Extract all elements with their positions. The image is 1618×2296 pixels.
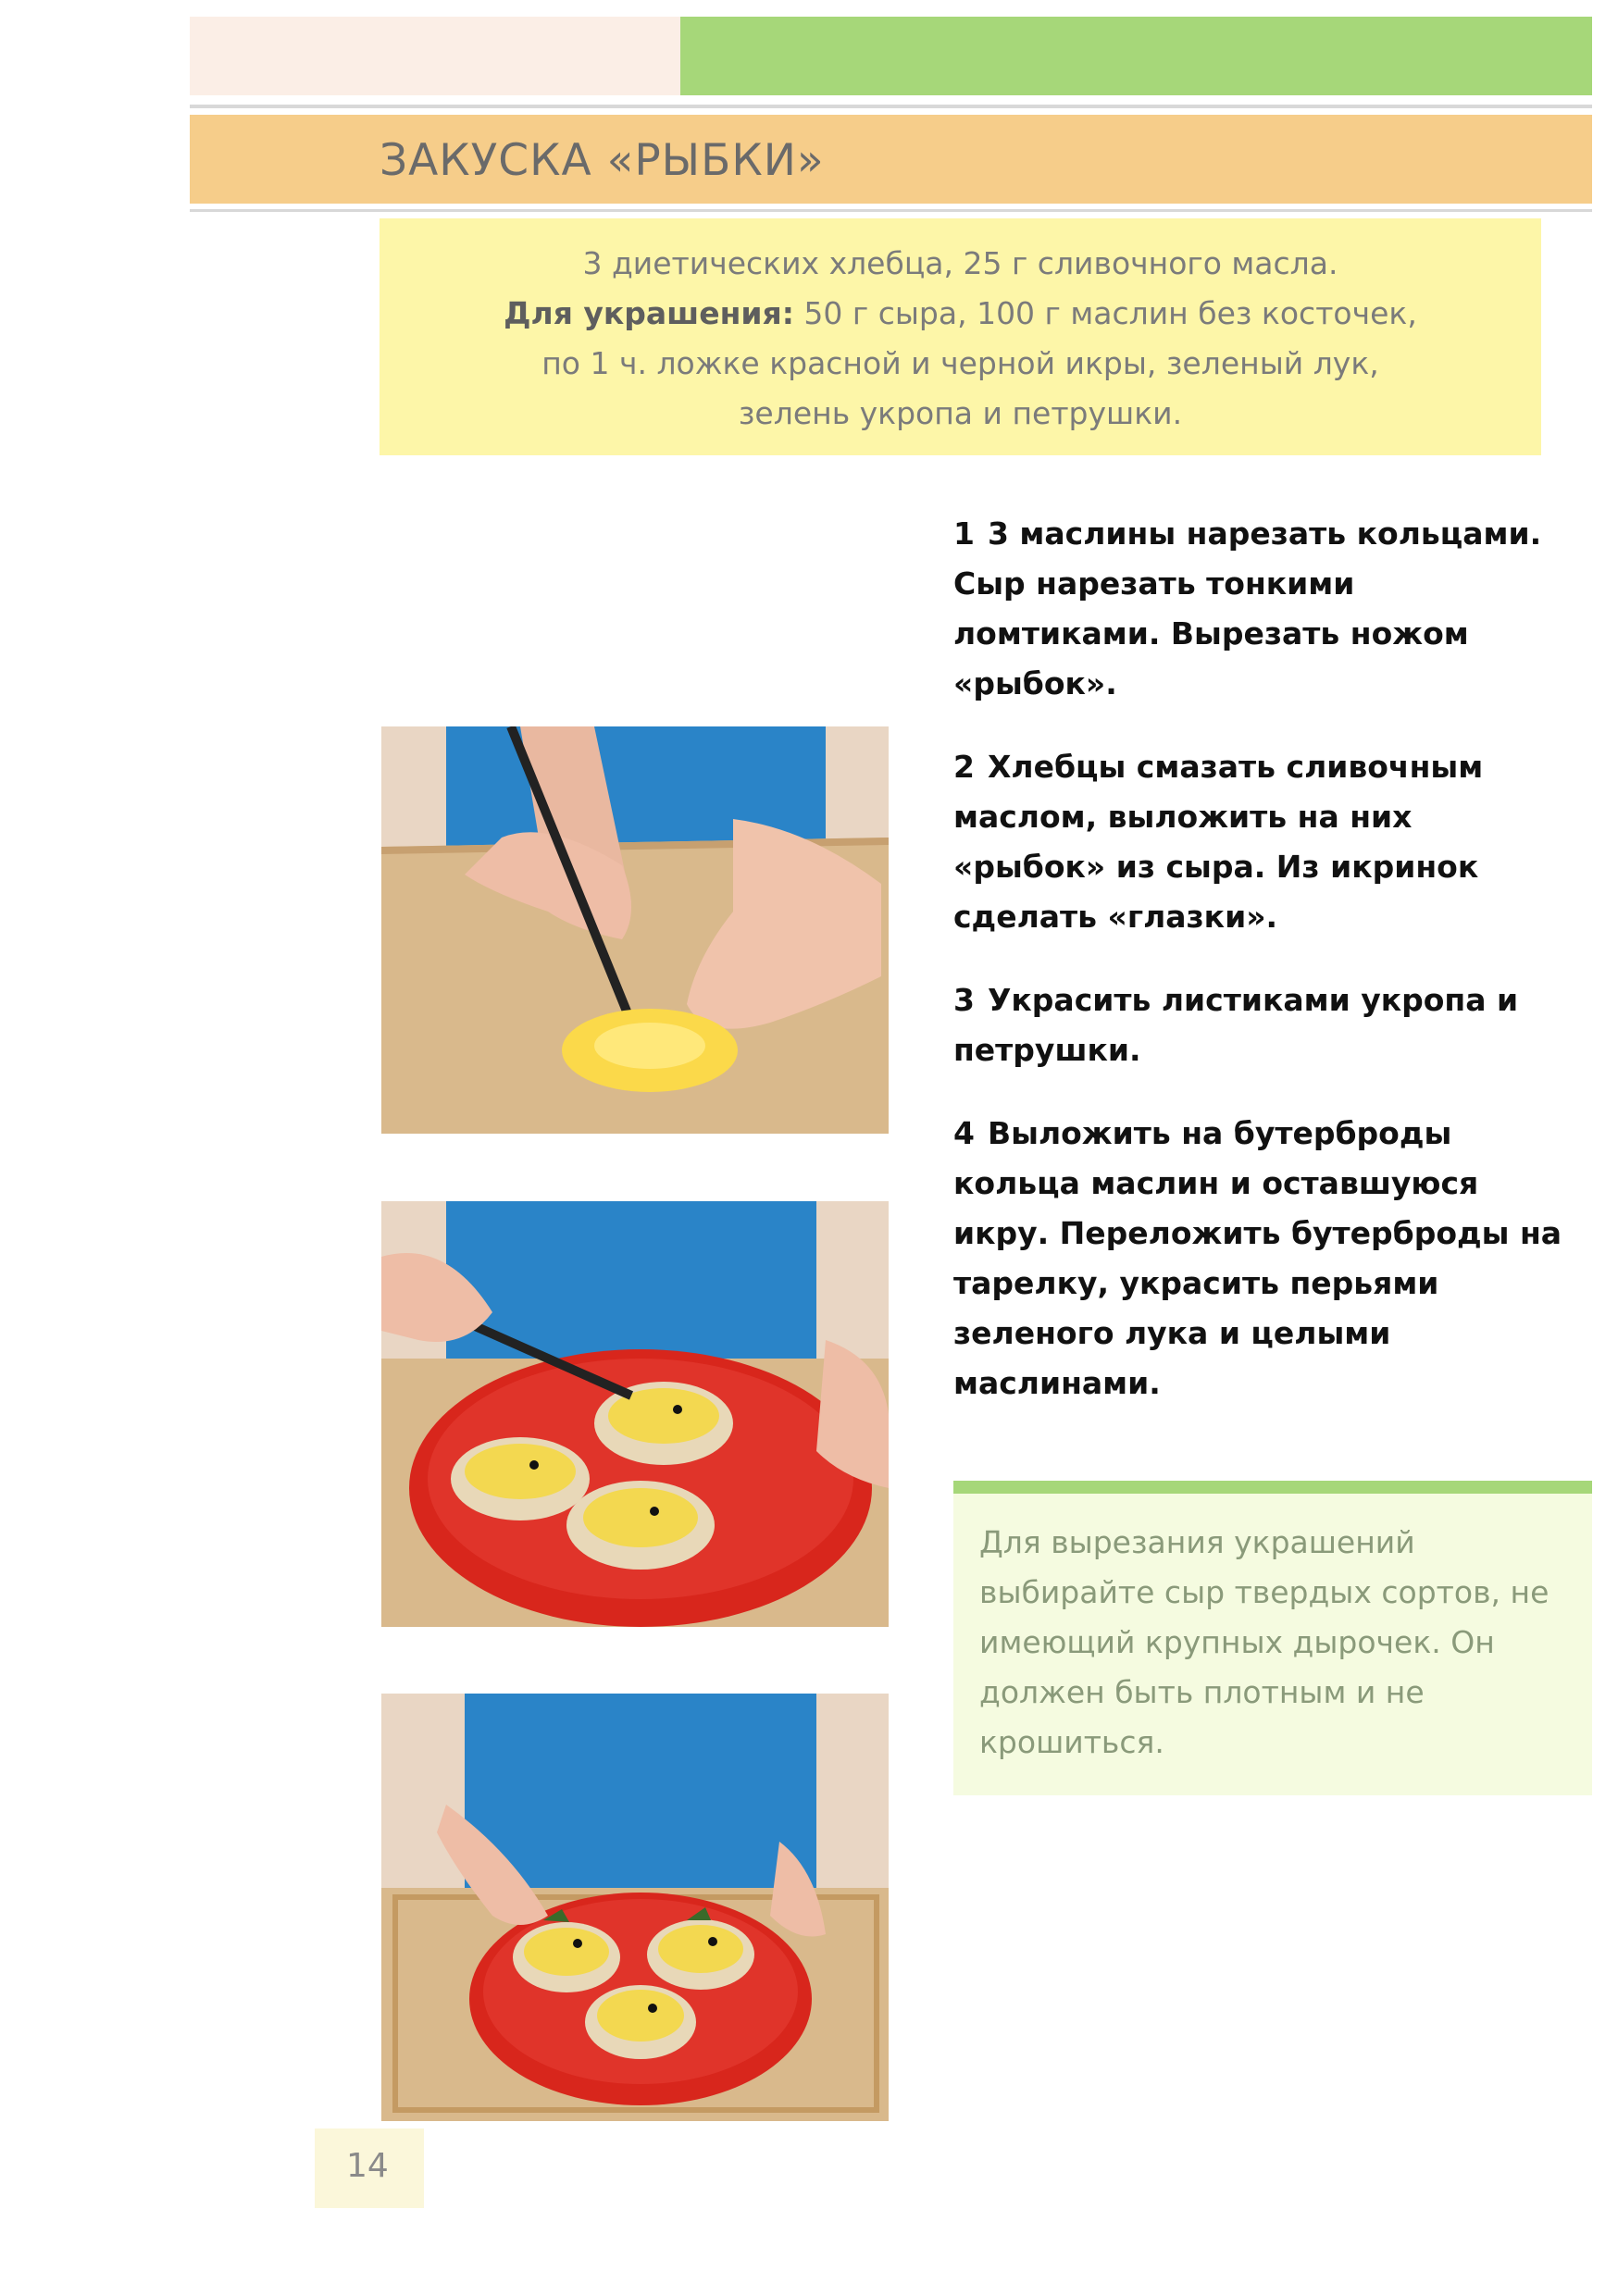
ingredients-text — [380, 239, 1541, 439]
tip-accent-bar — [953, 1481, 1592, 1494]
ingredients-line: зелень укропа и петрушки. — [738, 395, 1183, 431]
ingredients-line — [380, 289, 1541, 339]
photo-plate-decorated — [381, 1694, 889, 2121]
title-bar — [190, 115, 1592, 204]
steps-list — [953, 509, 1564, 1442]
recipe-title: ЗАКУСКА «РЫБКИ» — [380, 135, 825, 186]
step-number: 1 — [953, 515, 975, 552]
photo-cutting-cheese-image — [381, 726, 889, 1134]
step-text: 3 маслины нарезать кольцами. Сыр нарезать тонкими ломтиками. Вырезать ножом «рыбок». — [953, 515, 1542, 701]
ingredients-line: 3 диетических хлебца, 25 г сливочного масла. — [582, 245, 1338, 281]
page-number: 14 — [346, 2147, 389, 2185]
photo-plate-fish — [381, 1201, 889, 1627]
step-text: Украсить листиками укропа и петрушки. — [953, 982, 1519, 1068]
tip-box — [953, 1494, 1592, 1795]
decoration-label: Для украшения: — [504, 295, 794, 331]
photo-plate-decorated-image — [381, 1694, 889, 2121]
step-item — [953, 1109, 1564, 1409]
divider-line — [190, 209, 1592, 212]
step-item — [953, 975, 1564, 1075]
divider-line — [190, 105, 1592, 108]
photo-cutting-cheese — [381, 726, 889, 1134]
ingredients-line: по 1 ч. ложке красной и черной икры, зеленый лук, — [541, 345, 1379, 381]
page-number-box — [315, 2128, 424, 2208]
tip-text: Для вырезания украшений выбирайте сыр твердых сортов, не имеющий крупных дырочек. Он должен быть плотным и не крошиться. — [979, 1524, 1550, 1760]
step-text: Хлебцы смазать сливочным маслом, выложить на них «рыбок» из сыра. Из икринок сделать «глазки». — [953, 749, 1484, 935]
ingredients-box — [380, 218, 1541, 455]
step-item — [953, 742, 1564, 942]
header-band-green — [680, 17, 1592, 95]
step-number: 3 — [953, 982, 975, 1018]
ingredients-line-rest: 50 г сыра, 100 г маслин без косточек, — [793, 295, 1417, 331]
step-item — [953, 509, 1564, 709]
step-number: 2 — [953, 749, 975, 785]
step-text: Выложить на бутерброды кольца маслин и оставшуюся икру. Переложить бутерброды на тарелку, украсить перьями зеленого лука и целыми маслинами. — [953, 1115, 1562, 1401]
header-band-pale — [190, 17, 680, 95]
photo-plate-fish-image — [381, 1201, 889, 1627]
step-number: 4 — [953, 1115, 975, 1151]
